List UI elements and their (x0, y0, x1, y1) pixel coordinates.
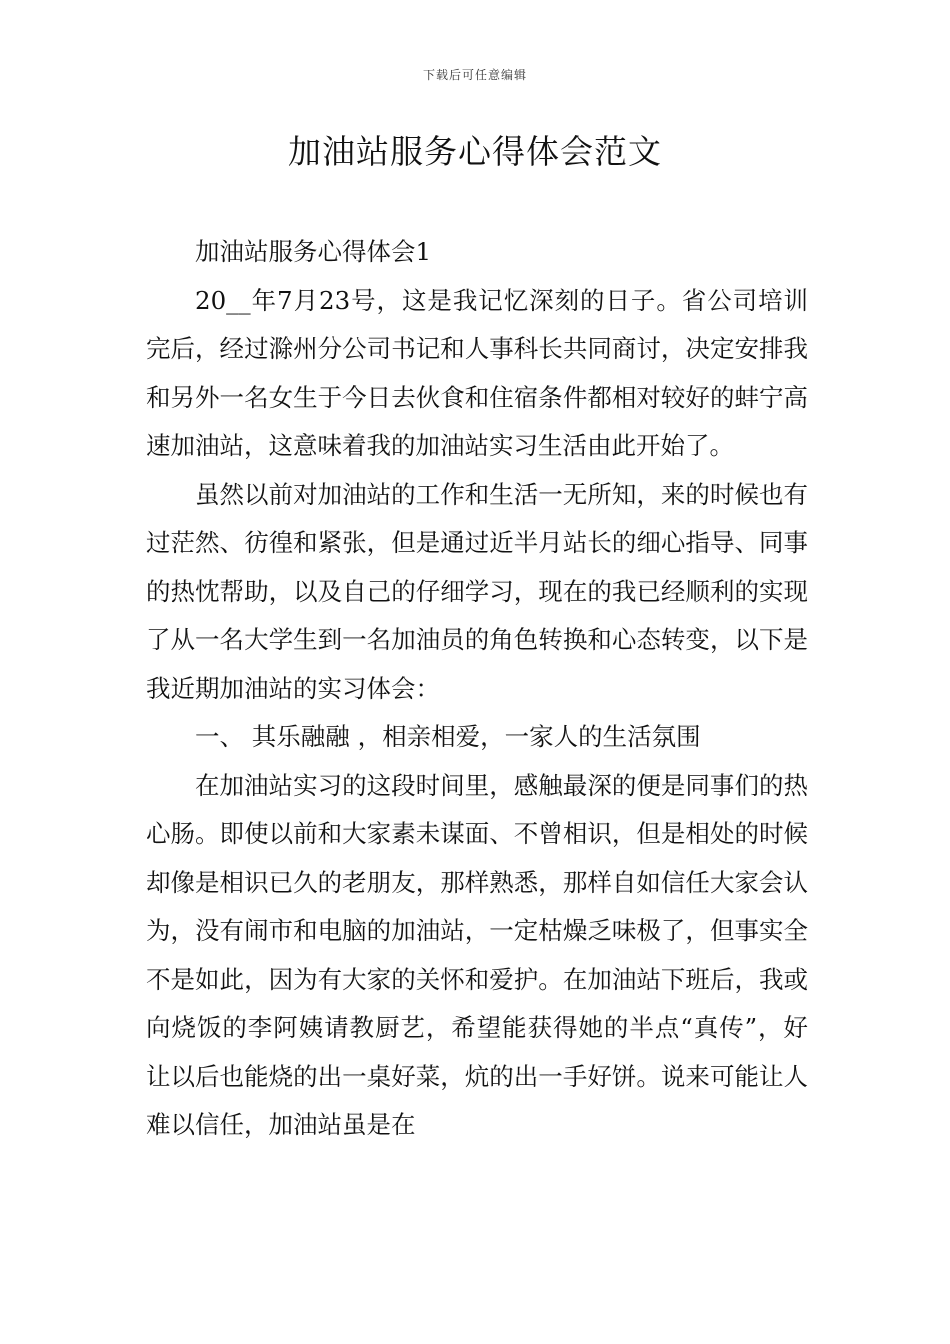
paragraph: 在加油站实习的这段时间里，感触最深的便是同事们的热心肠。即使以前和大家素未谋面、不曾相识，但是相处的时候却像是相识已久的老朋友，那样熟悉，那样自如信任大家会认为，没有闹市和电脑的加油站，一定枯燥乏味极了，但事实全不是如此，因为有大家的关怀和爱护。在加油站下班后，我或向烧饭的李阿姨请教厨艺，希望能获得她的半点“真传”，好让以后也能烧的出一桌好菜，炕的出一手好饼。说来可能让人难以信任，加油站虽是在 (146, 770, 808, 1139)
paragraph: 20__年7月23号，这是我记忆深刻的日子。省公司培训完后，经过滁州分公司书记和人事科长共同商讨，决定安排我和另外一名女生于今日去伙食和住宿条件都相对较好的蚌宁高速加油站，这意味着我的加油站实习生活由此开始了。 (146, 285, 808, 460)
paragraph: 虽然以前对加油站的工作和生活一无所知，来的时候也有过茫然、彷徨和紧张，但是通过近半月站长的细心指导、同事的热忱帮助，以及自己的仔细学习，现在的我已经顺利的实现了从一名大学生到一名加油员的角色转换和心态转变，以下是我近期加油站的实习体会： (146, 479, 808, 703)
document-title: 加油站服务心得体会范文 (288, 132, 662, 171)
header-note: 下载后可任意编辑 (422, 68, 527, 82)
section-heading: 加油站服务心得体会1 (195, 237, 432, 266)
subsection-heading: 一、 其乐融融 ，相亲相爱，一家人的生活氛围 (195, 722, 701, 751)
document-body (146, 228, 808, 1150)
